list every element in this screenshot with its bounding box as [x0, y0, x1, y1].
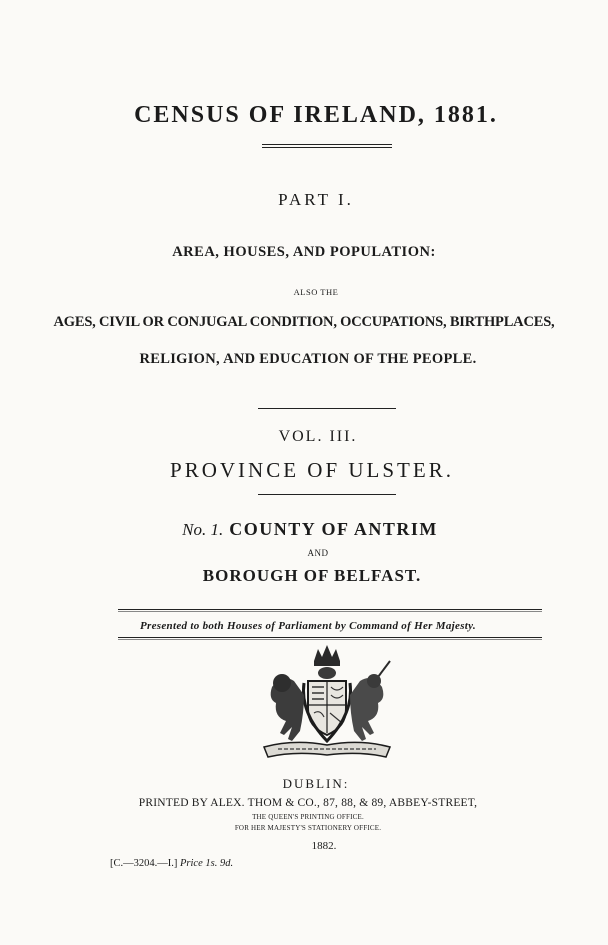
area-line: AREA, HOUSES, AND POPULATION: [172, 244, 436, 260]
volume-heading: VOL. III. [278, 428, 358, 445]
county-heading [6, 519, 608, 540]
price-text: Price 1s. 9d. [180, 858, 234, 869]
paper-number: [C.—3204.—I.] [110, 858, 178, 869]
and-line: AND [307, 548, 329, 558]
presented-rule-bottom [118, 637, 542, 638]
ages-line: AGES, CIVIL OR CONJUGAL CONDITION, OCCUPATIONS, BIRTHPLACES, [53, 314, 555, 330]
printing-office-line: THE QUEEN'S PRINTING OFFICE. [252, 813, 364, 821]
stationery-office-line: FOR HER MAJESTY'S STATIONERY OFFICE. [234, 824, 382, 832]
province-heading: PROVINCE OF ULSTER. [170, 458, 454, 482]
presented-rule-bottom-thin [118, 639, 542, 640]
printer-line: PRINTED BY ALEX. THOM & CO., 87, 88, & 89, ABBEY-STREET, [138, 797, 478, 809]
presented-line: Presented to both Houses of Parliament by Command of Her Majesty. [140, 620, 476, 632]
part-heading: PART I. [278, 190, 354, 209]
county-number: No. 1. [182, 520, 224, 539]
religion-line: RELIGION, AND EDUCATION OF THE PEOPLE. [139, 351, 477, 367]
also-line: ALSO THE [293, 287, 339, 297]
city-heading: DUBLIN: [282, 776, 350, 791]
title-rule-bottom [262, 147, 392, 148]
main-title: CENSUS OF IRELAND, 1881. [134, 102, 498, 128]
county-name: COUNTY OF ANTRIM [229, 519, 438, 539]
province-rule [258, 494, 396, 495]
title-rule-top [262, 144, 392, 145]
volume-rule [258, 408, 396, 409]
paper-reference [110, 858, 233, 869]
royal-coat-of-arms-icon [254, 643, 400, 761]
borough-heading: BOROUGH OF BELFAST. [202, 566, 422, 585]
presented-rule-top [118, 609, 542, 610]
presented-rule-top-thin [118, 611, 542, 612]
publication-year: 1882. [311, 840, 337, 852]
